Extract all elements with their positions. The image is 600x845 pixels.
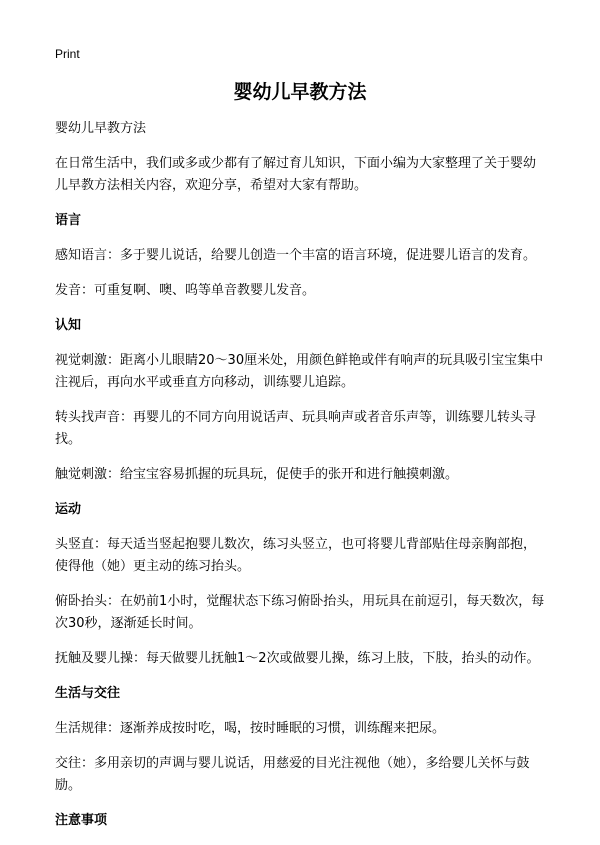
paragraph: 头竖直：每天适当竖起抱婴儿数次，练习头竖立，也可将婴儿背部贴住母亲胸部抱，使得他（她）更主动的练习抬头。 xyxy=(55,537,537,574)
section-heading-notes: 注意事项 xyxy=(55,813,108,828)
section-heading-language: 语言 xyxy=(55,213,82,228)
print-link[interactable]: Print xyxy=(55,47,80,61)
section-heading-cognition: 认知 xyxy=(55,318,82,333)
article-subtitle: 婴幼儿早教方法 xyxy=(55,121,147,136)
section-heading-life-interaction: 生活与交往 xyxy=(55,686,121,701)
paragraph: 感知语言：多于婴儿说话，给婴儿创造一个丰富的语言环境，促进婴儿语言的发育。 xyxy=(55,248,537,263)
article-body xyxy=(55,118,547,845)
paragraph: 生活规律：逐渐养成按时吃，喝，按时睡眠的习惯，训练醒来把尿。 xyxy=(55,721,446,736)
page-title: 婴幼儿早教方法 xyxy=(233,81,367,103)
intro-paragraph: 在日常生活中，我们或多或少都有了解过育儿知识，下面小编为大家整理了关于婴幼儿早教方法相关内容，欢迎分享，希望对大家有帮助。 xyxy=(55,156,537,193)
paragraph: 视觉刺激：距离小儿眼睛20～30厘米处，用颜色鲜艳或伴有响声的玩具吸引宝宝集中注视后，再向水平或垂直方向移动，训练婴儿追踪。 xyxy=(55,353,544,390)
paragraph: 发音：可重复啊、噢、呜等单音教婴儿发音。 xyxy=(55,283,316,298)
paragraph: 转头找声音：再婴儿的不同方向用说话声、玩具响声或者音乐声等，训练婴儿转头寻找。 xyxy=(55,410,537,447)
section-heading-movement: 运动 xyxy=(55,502,82,517)
paragraph: 俯卧抬头：在奶前1小时，觉醒状态下练习俯卧抬头，用玩具在前逗引，每天数次，每次30秒，逐渐延长时间。 xyxy=(55,594,545,631)
paragraph: 抚触及婴儿操：每天做婴儿抚触1～2次或做婴儿操，练习上肢，下肢，抬头的动作。 xyxy=(55,651,540,666)
paragraph: 交往：多用亲切的声调与婴儿说话，用慈爱的目光注视他（她），多给婴儿关怀与鼓励。 xyxy=(55,756,530,793)
paragraph: 触觉刺激：给宝宝容易抓握的玩具玩，促使手的张开和进行触摸刺激。 xyxy=(55,467,459,482)
